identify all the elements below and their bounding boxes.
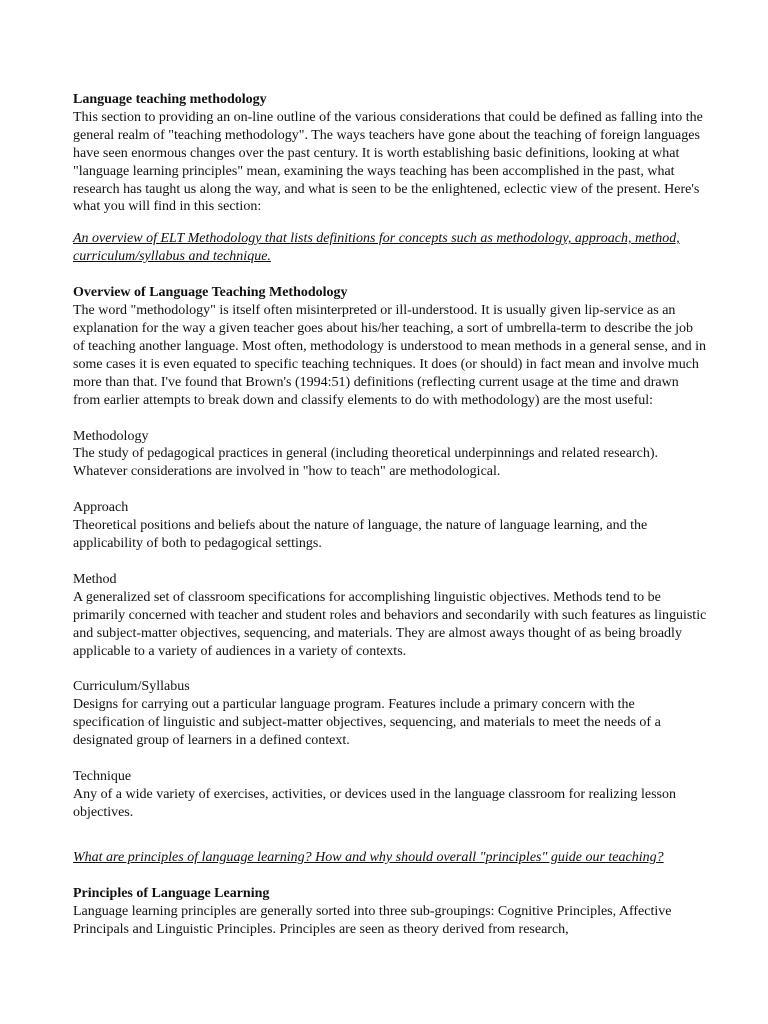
definition-text-method: A generalized set of classroom specifications for accomplishing linguistic objectives. Methods tend to be primarily concerned with teacher and student roles and behaviors and secondarily with such features as linguistic and subject-matter objectives, sequencing, and materials. They are almost aways thought of as being broadly applicable to a variety of audiences in a variety of contexts.	[73, 589, 707, 659]
definition-term-curriculum: Curriculum/Syllabus	[73, 679, 190, 695]
definition-term-method: Method	[73, 571, 117, 587]
definition-term-methodology: Methodology	[73, 428, 149, 444]
spacer	[73, 750, 708, 768]
spacer	[73, 266, 708, 284]
definition-term-technique: Technique	[73, 769, 132, 785]
definition-text-approach: Theoretical positions and beliefs about the nature of language, the nature of language learning, and the applicability of both to pedagogical settings.	[73, 518, 648, 552]
spacer	[73, 216, 708, 230]
spacer	[73, 553, 708, 571]
section-heading-overview: Overview of Language Teaching Methodology	[73, 285, 348, 301]
definition-text-methodology: The study of pedagogical practices in general (including theoretical underpinnings and related research). Whatever considerations are involved in "how to teach" are methodological.	[73, 446, 659, 480]
spacer	[73, 410, 708, 428]
definition-text-curriculum: Designs for carrying out a particular language program. Features include a primary concern with the specification of linguistic and subject-matter objectives, sequencing, and materials to meet the needs of a designated group of learners in a defined context.	[73, 697, 661, 749]
overview-link[interactable]: An overview of ELT Methodology that lists definitions for concepts such as methodology, approach, method, curriculum/syllabus and technique.	[73, 231, 680, 265]
principles-paragraph: Language learning principles are generally sorted into three sub-groupings: Cognitive Principles, Affective Principals and Linguistic Principles. Principles are seen as theory derived from research,	[73, 903, 672, 937]
spacer	[73, 660, 708, 678]
definition-term-approach: Approach	[73, 500, 129, 516]
principles-link[interactable]: What are principles of language learning? How and why should overall "principles" guide our teaching?	[73, 849, 664, 865]
spacer	[73, 867, 708, 885]
definition-text-technique: Any of a wide variety of exercises, activities, or devices used in the language classroom for realizing lesson objectives.	[73, 787, 676, 820]
spacer	[73, 822, 708, 849]
spacer	[73, 481, 708, 499]
overview-paragraph: The word "methodology" is itself often misinterpreted or ill-understood. It is usually given lip-service as an explanation for the way a given teacher goes about his/her teaching, a sort of umbrella-term to describe the job of teaching another language. Most often, methodology is understood to mean methods in a general sense, and in some cases it is even equated to specific teaching techniques. It does (or should) in fact mean and involve much more than that. I've found that Brown's (1994:51) definitions (reflecting current usage at the time and drawn from earlier attempts to break down and classify elements to do with methodology) are the most useful:	[73, 303, 706, 408]
intro-paragraph: This section to providing an on-line outline of the various considerations that could be defined as falling into the general realm of "teaching methodology". The ways teachers have gone about the teaching of foreign languages have seen enormous changes over the past century. It is worth establishing basic definitions, looking at what "language learning principles" mean, examining the ways teaching has been accomplished in the past, what research has taught us along the way, and what is seen to be the enlightened, eclectic view of the present. Here's what you will find in this section:	[73, 109, 703, 215]
section-heading-methodology: Language teaching methodology	[73, 92, 267, 107]
section-heading-principles: Principles of Language Learning	[73, 885, 270, 901]
